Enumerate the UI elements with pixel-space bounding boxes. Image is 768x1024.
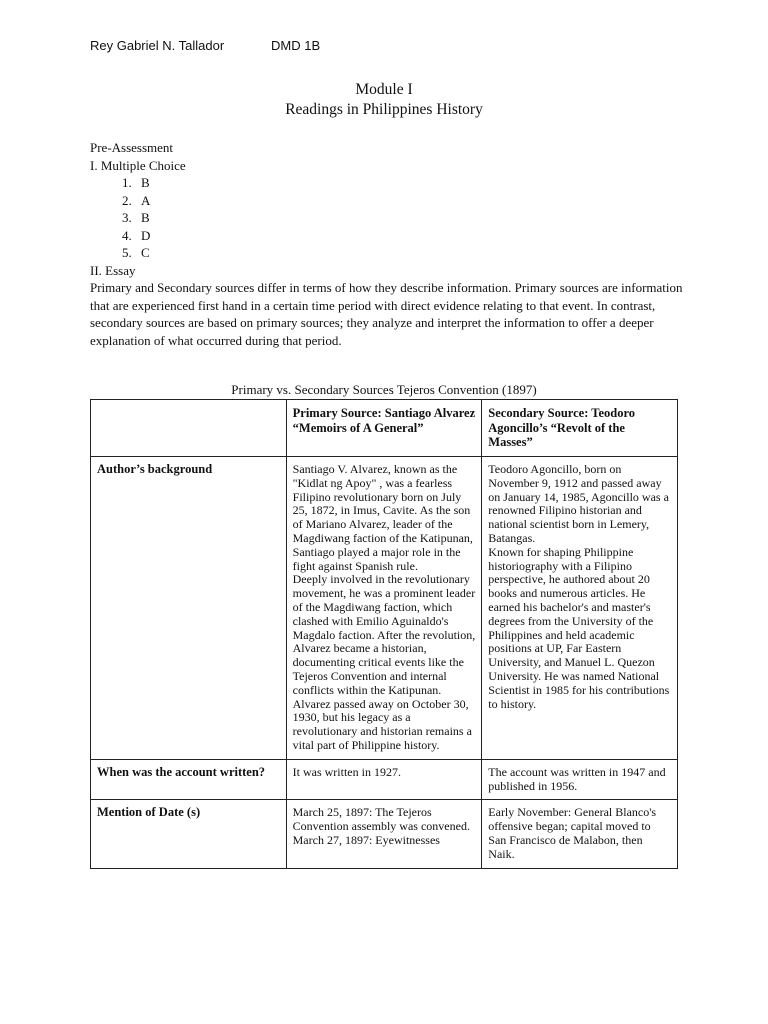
list-item: 2. A: [135, 192, 690, 210]
table-row: [91, 800, 678, 868]
row-label: Author’s background: [91, 457, 287, 760]
pre-assessment-section: [90, 139, 690, 349]
secondary-cell: Teodoro Agoncillo, born on November 9, 1912 and passed away on January 14, 1985, Agoncillo was a renowned Filipino historian and national scientist born in Lemery, Batangas. Known for shaping Philippine historiography with a Filipino perspective, he authored about 20 books and numerous articles. He earned his bachelor's and master's degrees from the University of the Philippines and held academic positions at UP, Far Eastern University, and Manuel L. Quezon University. He was named National Scientist in 1985 for his contributions to history.: [482, 457, 678, 760]
table-caption: Primary vs. Secondary Sources Tejeros Convention (1897): [231, 382, 537, 397]
list-item: 1. B: [135, 174, 690, 192]
table-row: [91, 457, 678, 760]
primary-cell: March 25, 1897: The Tejeros Convention assembly was convened. March 27, 1897: Eyewitnesses: [286, 800, 482, 868]
primary-cell: Santiago V. Alvarez, known as the "Kidlat ng Apoy" , was a fearless Filipino revolutionary born on July 25, 1872, in Imus, Cavite. As the son of Mariano Alvarez, leader of the Magdiwang faction of the Katipunan, Santiago played a major role in the fight against Spanish rule. Deeply involved in the revolutionary movement, he was a prominent leader of the Magdiwang faction, which clashed with Emilio Aguinaldo's Magdalo faction. After the revolution, Alvarez became a historian, documenting critical events like the Tejeros Convention and internal conflicts within the Katipunan. Alvarez passed away on October 30, 1930, but his legacy as a revolutionary and historian remains a vital part of Philippine history.: [286, 457, 482, 760]
list-item: 5. C: [135, 244, 690, 262]
table-header-cell: [91, 400, 287, 457]
table-header-cell: Secondary Source: Teodoro Agoncillo’s “Revolt of the Masses”: [482, 400, 678, 457]
row-label: Mention of Date (s): [91, 800, 287, 868]
module-title: Module I: [355, 81, 413, 98]
multiple-choice-heading: I. Multiple Choice: [90, 157, 186, 173]
student-name: Rey Gabriel N. Tallador: [90, 38, 225, 53]
table-header-row: [91, 400, 678, 457]
list-item: 4. D: [135, 227, 690, 245]
course-title: Readings in Philippines History: [285, 101, 483, 118]
essay-heading: II. Essay: [90, 262, 136, 278]
answer-list: [90, 174, 690, 262]
primary-cell: It was written in 1927.: [286, 759, 482, 800]
pre-assessment-heading: Pre-Assessment: [90, 140, 174, 155]
document-header: [90, 38, 321, 53]
table-header-cell: Primary Source: Santiago Alvarez “Memoirs of A General”: [286, 400, 482, 457]
comparison-table: [90, 399, 678, 869]
table-row: [91, 759, 678, 800]
row-label: When was the account written?: [91, 759, 287, 800]
document-title: [0, 80, 768, 120]
essay-paragraph: Primary and Secondary sources differ in terms of how they describe information. Primary sources are information that are experienced first hand in a certain time period with direct evidence relating to that event. In contrast, secondary sources are based on primary sources; they analyze and interpret the information to offer a deeper explanation of what occurred during that period.: [90, 280, 683, 348]
list-item: 3. B: [135, 209, 690, 227]
secondary-cell: Early November: General Blanco's offensive began; capital moved to San Francisco de Malabon, then Naik.: [482, 800, 678, 868]
student-section: DMD 1B: [271, 38, 321, 53]
secondary-cell: The account was written in 1947 and published in 1956.: [482, 759, 678, 800]
